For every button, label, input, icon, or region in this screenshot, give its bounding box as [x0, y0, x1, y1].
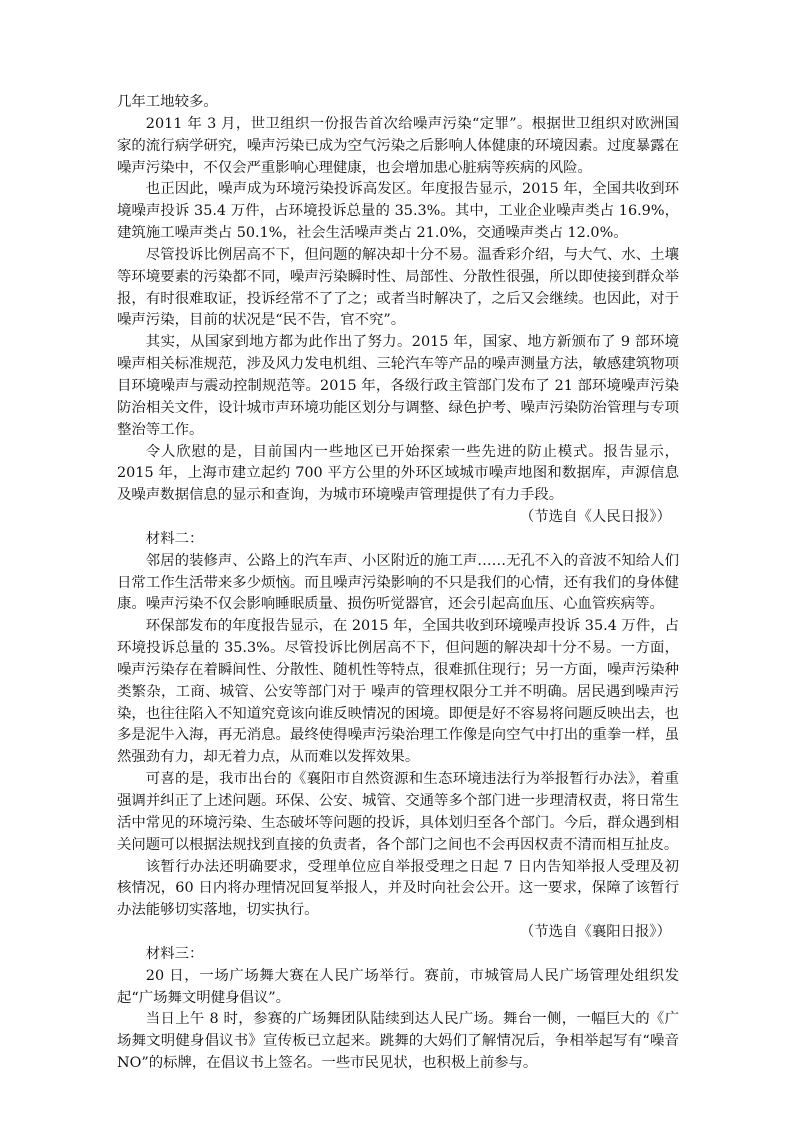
- source-citation: （节选自《襄阳日报》）: [519, 924, 671, 941]
- paragraph: 邻居的装修声、公路上的汽车声、小区附近的施工声……无孔不入的音波不知给人们日常工作生活带来多少烦恼。而且噪声污染影响的不只是我们的心情，还有我们的身体健康。噪声污染不仅会影响睡眠质量、损伤听觉器官，还会引起高血压、心血管疾病等。: [117, 552, 679, 613]
- paragraph: 该暂行办法还明确要求，受理单位应自举报受理之日起 7 日内告知举报人受理及初核情况，60 日内将办理情况回复举报人，并及时向社会公开。这一要求，保障了该暂行办法能够切实落地，切实执行。: [117, 858, 679, 919]
- paragraph: 20 日，一场广场舞大赛在人民广场举行。赛前，市城管局人民广场管理处组织发起“广场舞文明健身倡议”。: [117, 967, 679, 1006]
- document-page: [117, 92, 679, 1075]
- section-heading: 材料二：: [145, 530, 204, 547]
- lead-line: 几年工地较多。: [117, 94, 218, 110]
- source-citation: （节选自《人民日报》）: [519, 509, 671, 526]
- paragraph: 也正因此，噪声成为环境污染投诉高发区。年度报告显示，2015 年，全国共收到环境噪声投诉 35.4 万件，占环境投诉总量的 35.3%。其中，工业企业噪声类占 16.9%，建筑施工噪声类占 50.1%，社会生活噪声类占 21.0%，交通噪声类占 12.0%。: [117, 181, 679, 242]
- paragraph: 其实，从国家到地方都为此作出了努力。2015 年，国家、地方新颁布了 9 部环境噪声相关标准规范，涉及风力发电机组、三轮汽车等产品的噪声测量方法，敏感建筑物项目环境噪声与震动控制规范等。2015 年，各级行政主管部门发布了 21 部环境噪声污染防治相关文件，设计城市声环境功能区划分与调整、绿色护考、噪声污染防治管理与专项整治等工作。: [117, 334, 679, 438]
- section-heading: 材料三：: [145, 945, 204, 962]
- paragraph: 环保部发布的年度报告显示，在 2015 年，全国共收到环境噪声投诉 35.4 万件，占环境投诉总量的 35.3%。尽管投诉比例居高不下，但问题的解决却十分不易。一方面，噪声污染存在着瞬间性、分散性、随机性等特点，很难抓住现行；另一方面，噪声污染种类繁杂，工商、城管、公安等部门对于 噪声的管理权限分工并不明确。居民遇到噪声污染，也往往陷入不知道究竟该向谁反映情况的困境。即便是好不容易将问题反映出去，也多是泥牛入海，再无消息。最终使得噪声污染治理工作像是向空气中打出的重拳一样，虽然强劲有力，却无着力点，从而难以发挥效果。: [117, 618, 679, 766]
- paragraph: 尽管投诉比例居高不下，但问题的解决却十分不易。温香彩介绍，与大气、水、土壤等环境要素的污染都不同，噪声污染瞬时性、局部性、分散性很强，所以即使接到群众举报，有时很难取证，投诉经常不了了之；或者当时解决了，之后又会继续。也因此，对于噪声污染，目前的状况是“民不告，官不究”。: [117, 246, 679, 329]
- paragraph: 可喜的是，我市出台的《襄阳市自然资源和生态环境违法行为举报暂行办法》，着重强调并纠正了上述问题。环保、公安、城管、交通等多个部门进一步理清权责，将日常生活中常见的环境污染、生态破坏等问题的投诉，具体划归至各个部门。今后，群众遇到相关问题可以根据法规找到直接的负责者，各个部门之间也不会再因权责不清而相互扯皮。: [117, 771, 679, 853]
- paragraph: 2011 年 3 月，世卫组织一份报告首次给噪声污染“定罪”。根据世卫组织对欧洲国家的流行病学研究，噪声污染已成为空气污染之后影响人体健康的环境因素。过度暴露在噪声污染中，不仅会严重影响心理健康，也会增加患心脏病等疾病的风险。: [117, 115, 679, 176]
- paragraph: 令人欣慰的是，目前国内一些地区已开始探索一些先进的防止模式。报告显示，2015 年，上海市建立起约 700 平方公里的外环区域城市噪声地图和数据库，声源信息及噪声数据信息的显示和查询，为城市环境噪声管理提供了有力手段。: [117, 443, 679, 504]
- paragraph: 当日上午 8 时，参赛的广场舞团队陆续到达人民广场。舞台一侧，一幅巨大的《广场舞文明健身倡议书》宣传板已立起来。跳舞的大妈们了解情况后，争相举起写有“噪音 NO”的标牌，在倡议书上签名。一些市民见状，也积极上前参与。: [117, 1011, 679, 1072]
